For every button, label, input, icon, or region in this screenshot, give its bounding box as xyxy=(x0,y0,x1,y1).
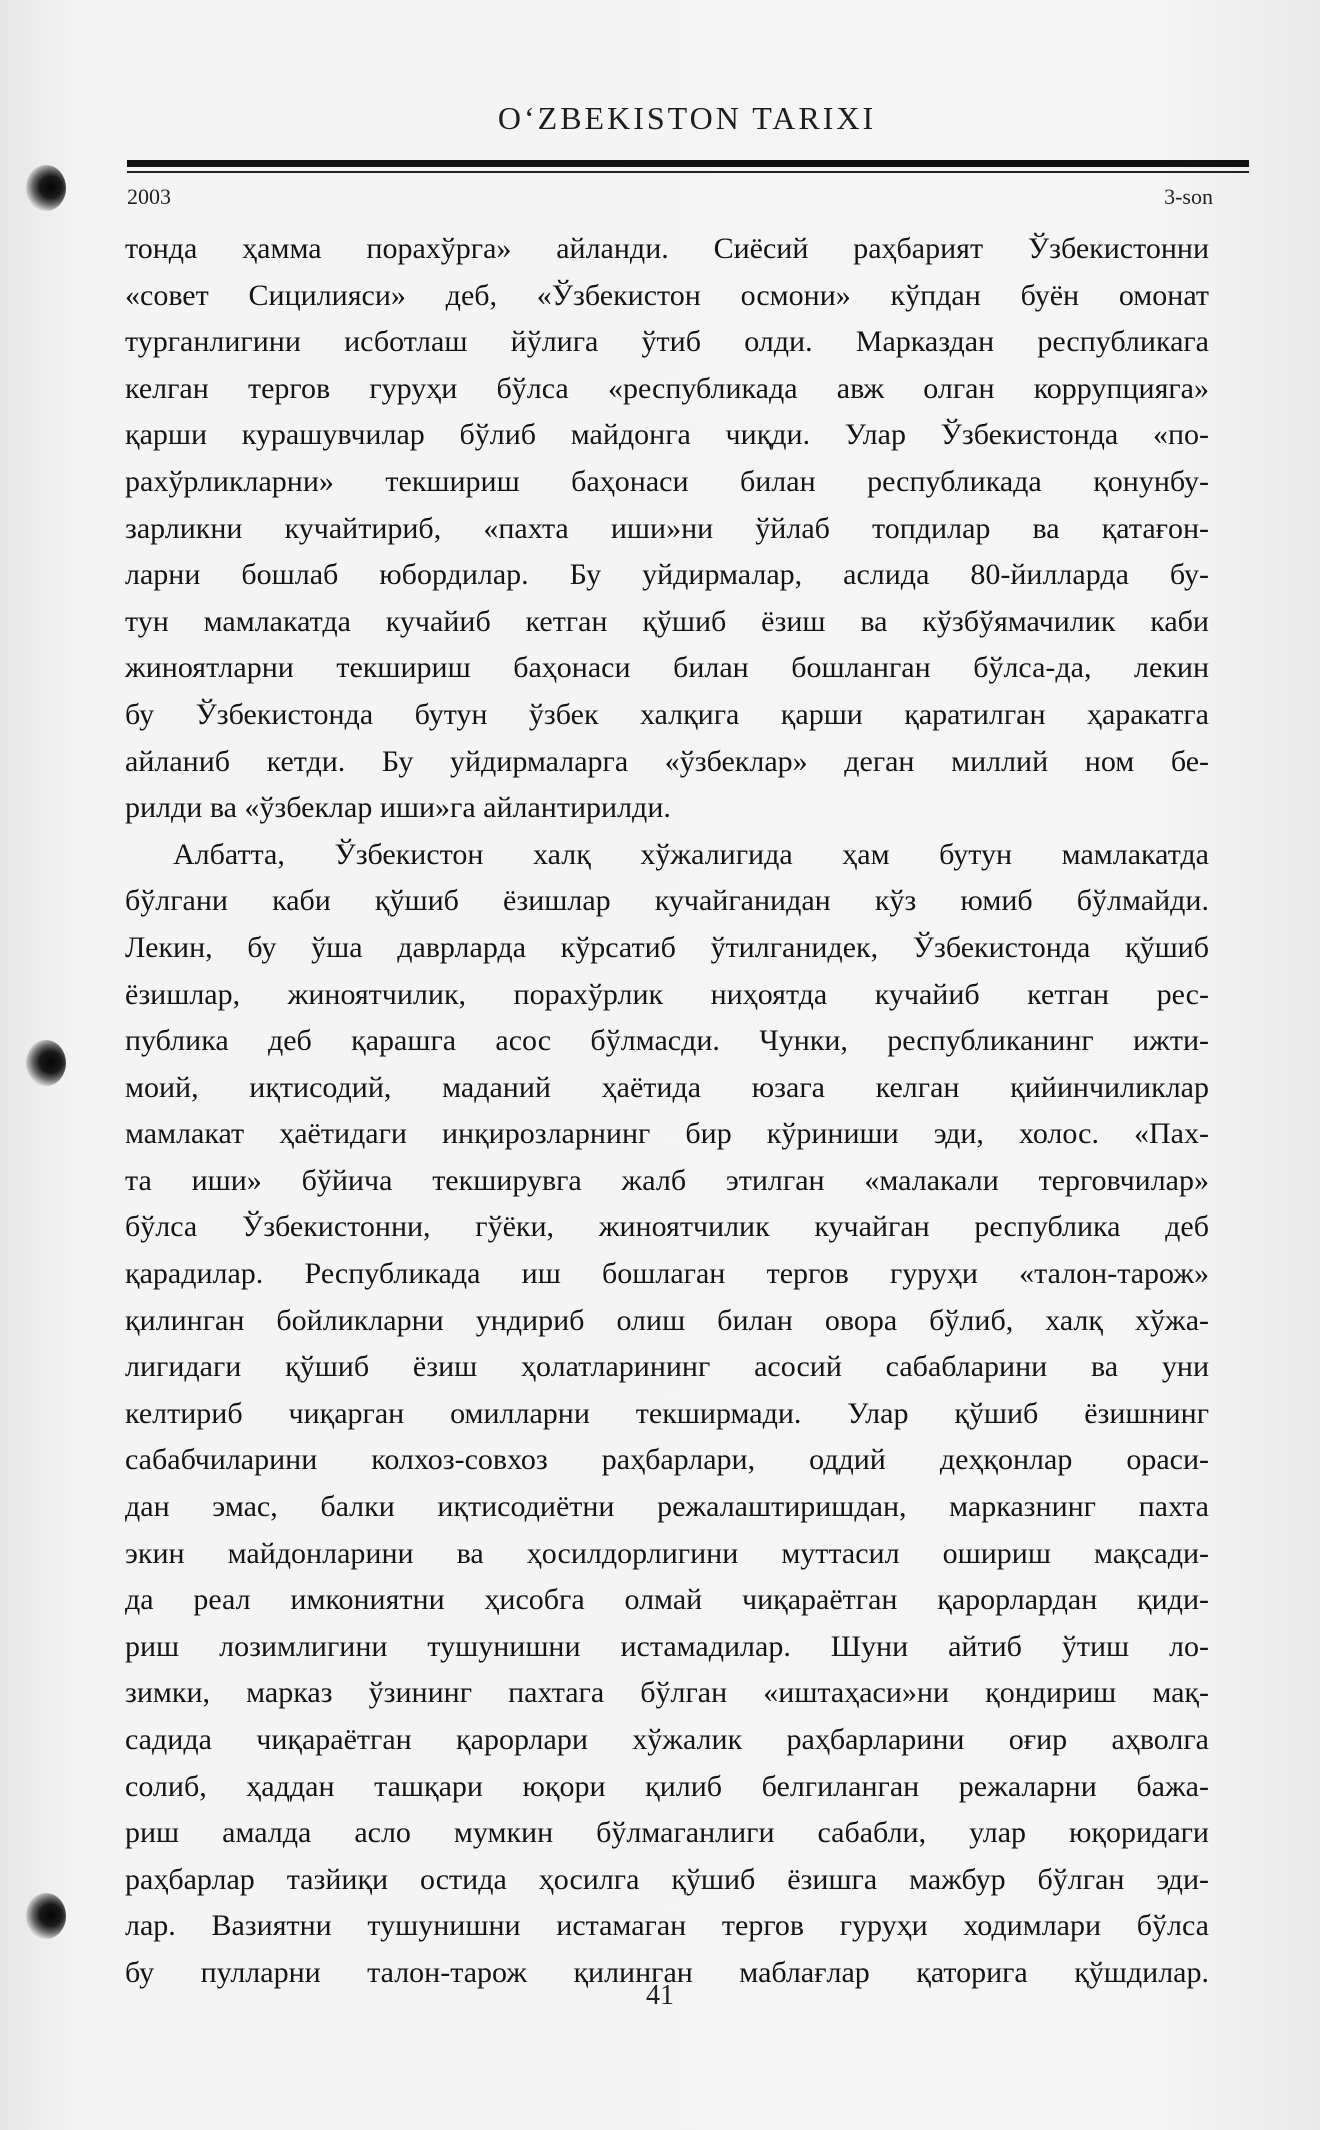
header-rule-thick xyxy=(127,160,1249,167)
text-line: бўлгани каби қўшиб ёзишлар кучайганидан кўз юмиб бўлмайди. xyxy=(125,884,1209,918)
punch-hole xyxy=(26,1040,66,1086)
text-line: зарликни кучайтириб, «пахта иши»ни ўйлаб топдилар ва қатағон- xyxy=(125,511,1209,545)
text-line: қарадилар. Республикада иш бошлаган тергов гуруҳи «талон-тарож» xyxy=(125,1257,1209,1291)
text-line: дан эмас, балки иқтисодиётни режалаштиришдан, марказнинг пахта xyxy=(125,1490,1209,1524)
article-body xyxy=(125,226,1209,1997)
text-line: зимки, марказ ўзининг пахтага бўлган «иштаҳаси»ни қондириш мақ- xyxy=(125,1676,1209,1710)
text-line: Албатта, Ўзбекистон халқ хўжалигида ҳам бутун мамлакатда xyxy=(173,837,1209,871)
text-line: раҳбарлар тазйиқи остида ҳосилга қўшиб ёзишга мажбур бўлган эди- xyxy=(125,1862,1209,1896)
text-line: Лекин, бу ўша даврларда кўрсатиб ўтилганидек, Ўзбекистонда қўшиб xyxy=(125,930,1209,964)
text-line: турганлигини исботлаш йўлига ўтиб олди. Марказдан республикага xyxy=(125,325,1209,359)
text-line: келтириб чиқарган омилларни текширмади. Улар қўшиб ёзишнинг xyxy=(125,1396,1209,1430)
text-line: лар. Вазиятни тушунишни истамаган тергов гуруҳи ходимлари бўлса xyxy=(125,1909,1209,1943)
text-line: ларни бошлаб юбордилар. Бу уйдирмалар, аслида 80-йилларда бу- xyxy=(125,558,1209,592)
punch-hole xyxy=(26,1893,66,1939)
journal-title: O‘ZBEKISTON TARIXI xyxy=(497,100,877,136)
text-line: да реал имкониятни ҳисобга олмай чиқараётган қарорлардан қиди- xyxy=(125,1583,1209,1617)
punch-hole xyxy=(26,165,66,211)
text-line: бу пулларни талон-тарож қилинган маблағлар қаторига қўшдилар. xyxy=(125,1955,1209,1989)
issue-year: 2003 xyxy=(127,184,171,209)
text-line: «совет Сицилияси» деб, «Ўзбекистон осмони» кўпдан буён омонат xyxy=(125,278,1209,312)
text-line: бўлса Ўзбекистонни, гўёки, жиноятчилик кучайган республика деб xyxy=(125,1210,1209,1244)
page-number: 41 xyxy=(646,1980,674,2011)
text-line: риш амалда асло мумкин бўлмаганлиги сабабли, улар юқоридаги xyxy=(125,1816,1209,1850)
text-line: қилинган бойликларни ундириб олиш билан овора бўлиб, халқ хўжа- xyxy=(125,1303,1209,1337)
text-line: та иши» бўйича текширувга жалб этилган «малакали терговчилар» xyxy=(125,1163,1209,1197)
text-line: лигидаги қўшиб ёзиш ҳолатларининг асосий сабабларини ва уни xyxy=(125,1350,1209,1384)
text-line: сабабчиларини колхоз-совхоз раҳбарлари, оддий деҳқонлар ораси- xyxy=(125,1443,1209,1477)
text-line: садида чиқараётган қарорлари хўжалик раҳбарларини оғир аҳволга xyxy=(125,1723,1209,1756)
paragraph-continuation xyxy=(125,226,1209,832)
text-line: тонда ҳамма порахўрга» айланди. Сиёсий раҳбарият Ўзбекистонни xyxy=(125,232,1209,265)
text-line: солиб, ҳаддан ташқари юқори қилиб белгиланган режаларни бажа- xyxy=(125,1769,1209,1803)
text-line: бу Ўзбекистонда бутун ўзбек халқига қарши қаратилган ҳаракатга xyxy=(125,697,1209,731)
text-line: мамлакат ҳаётидаги инқирозларнинг бир кўриниши эди, холос. «Пах- xyxy=(125,1117,1209,1151)
text-line: рилди ва «ўзбеклар иши»га айлантирилди. xyxy=(125,791,671,825)
text-line: келган тергов гуруҳи бўлса «республикада авж олган коррупцияга» xyxy=(125,371,1209,405)
text-line: қарши курашувчилар бўлиб майдонга чиқди. Улар Ўзбекистонда «по- xyxy=(125,418,1209,452)
text-line: айланиб кетди. Бу уйдирмаларга «ўзбеклар» деган миллий ном бе- xyxy=(125,744,1209,778)
paragraph-main xyxy=(125,832,1209,1997)
text-line: жиноятларни текшириш баҳонаси билан бошланган бўлса-да, лекин xyxy=(125,651,1209,685)
text-line: рахўрликларни» текшириш баҳонаси билан республикада қонунбу- xyxy=(125,464,1209,498)
text-line: ёзишлар, жиноятчилик, порахўрлик ниҳоятда кучайиб кетган рес- xyxy=(125,977,1209,1011)
header-rule-thin xyxy=(127,171,1249,173)
text-line: тун мамлакатда кучайиб кетган қўшиб ёзиш ва кўзбўямачилик каби xyxy=(125,604,1209,638)
text-line: публика деб қарашга асос бўлмасди. Чунки, республиканинг ижти- xyxy=(125,1024,1209,1058)
text-line: моий, иқтисодий, маданий ҳаётида юзага келган қийинчиликлар xyxy=(125,1070,1209,1104)
text-line: риш лозимлигини тушунишни истамадилар. Шуни айтиб ўтиш ло- xyxy=(125,1629,1209,1663)
text-line: экин майдонларини ва ҳосилдорлигини муттасил ошириш мақсади- xyxy=(125,1536,1209,1570)
issue-number: 3-son xyxy=(1164,184,1213,209)
